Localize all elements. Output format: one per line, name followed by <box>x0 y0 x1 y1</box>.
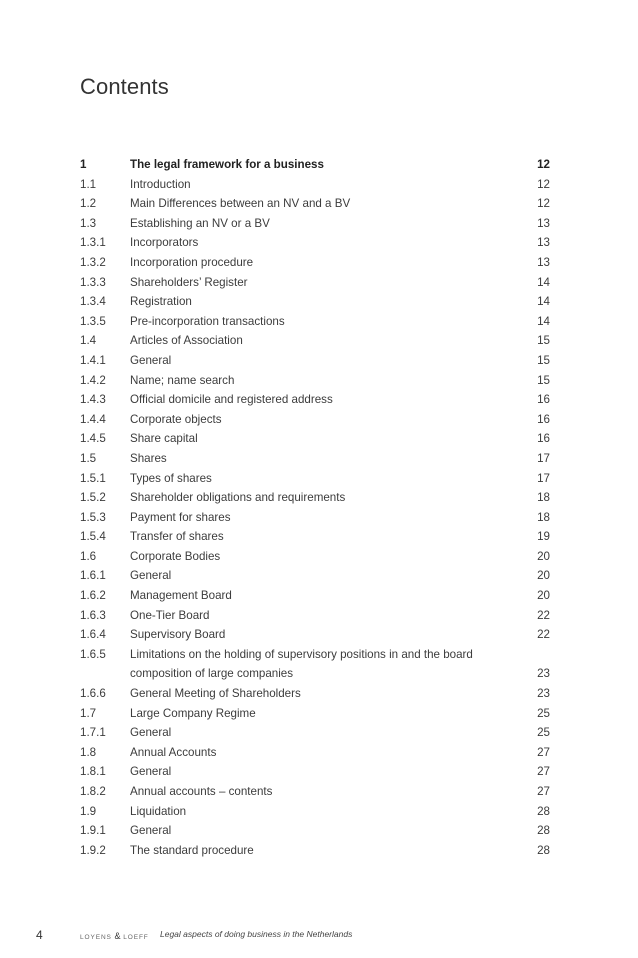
toc-entry[interactable] <box>80 312 550 332</box>
toc-entry-title: Articles of Association <box>130 334 243 348</box>
toc-entry-title: Annual Accounts <box>130 745 217 759</box>
toc-entry-page: 18 <box>537 510 550 524</box>
toc-entry[interactable] <box>80 508 550 528</box>
toc-entry-number: 1.6 <box>80 549 97 563</box>
toc-entry-page: 22 <box>537 628 550 642</box>
toc-entry[interactable] <box>80 625 550 645</box>
toc-entry-page: 17 <box>537 471 550 485</box>
toc-entry-page: 15 <box>537 334 550 348</box>
toc-entry-title: Transfer of shares <box>130 530 224 544</box>
toc-entry-number: 1.6.3 <box>80 608 106 622</box>
toc-entry-title: Corporate Bodies <box>130 549 221 563</box>
toc-entry-title: Official domicile and registered address <box>130 393 333 407</box>
toc-entry[interactable] <box>80 273 550 293</box>
toc-entry[interactable] <box>80 606 550 626</box>
toc-entry[interactable] <box>80 821 550 841</box>
toc-entry-number: 1.8.2 <box>80 785 106 798</box>
toc-entry[interactable] <box>80 155 550 175</box>
toc-entry-page: 20 <box>537 589 550 603</box>
toc-entry-page: 19 <box>537 530 550 544</box>
toc-entry-page: 27 <box>537 785 550 798</box>
toc-entry-page: 20 <box>537 549 550 563</box>
logo-right-text: LOEFF <box>123 934 149 941</box>
toc-entry-title: Shares <box>130 451 167 465</box>
toc-entry-title: Corporate objects <box>130 412 222 426</box>
toc-entry-title: Incorporation procedure <box>130 255 254 269</box>
toc-entry-number: 1.4.2 <box>80 373 106 387</box>
toc-entry-page: 12 <box>537 197 550 211</box>
toc-entry-page: 18 <box>537 491 550 505</box>
toc-entry-number: 1.5.3 <box>80 510 106 524</box>
toc-entry[interactable] <box>80 527 550 547</box>
toc-entry[interactable] <box>80 547 550 567</box>
toc-entry[interactable] <box>80 175 550 195</box>
toc-entry[interactable] <box>80 704 550 724</box>
toc-entry-page: 23 <box>537 687 550 701</box>
toc-entry-page: 14 <box>537 275 550 289</box>
toc-entry-page: 27 <box>537 745 550 759</box>
toc-entry-number: 1.6.2 <box>80 589 106 603</box>
toc-entry-page: 13 <box>537 236 550 250</box>
page-title: Contents <box>80 74 169 99</box>
toc-entry-number: 1.2 <box>80 197 97 211</box>
toc-entry[interactable] <box>80 292 550 312</box>
toc-entry-number: 1.4.3 <box>80 393 106 407</box>
toc-entry-title: Supervisory Board <box>130 628 226 642</box>
toc-entry-number: 1.3.1 <box>80 236 106 250</box>
toc-entry-number: 1.7.1 <box>80 726 106 740</box>
toc-entry[interactable] <box>80 762 550 782</box>
toc-entry[interactable] <box>80 802 550 822</box>
toc-entry-number: 1.4.1 <box>80 353 106 367</box>
toc-entry-page: 28 <box>537 824 550 838</box>
toc-entry-number: 1.9.1 <box>80 824 106 838</box>
toc-entry-title: Pre-incorporation transactions <box>130 314 285 328</box>
toc-entry-title: Payment for shares <box>130 510 231 524</box>
toc-entry-number: 1.3.4 <box>80 295 106 309</box>
toc-entry[interactable] <box>80 645 550 684</box>
toc-entry-page: 28 <box>537 843 550 857</box>
toc-entry-page: 23 <box>537 667 550 681</box>
toc-entry-page: 16 <box>537 412 550 426</box>
toc-entry-number: 1.6.6 <box>80 687 106 701</box>
toc-entry-title: Shareholders’ Register <box>130 275 248 289</box>
company-logo <box>80 931 149 941</box>
toc-entry-number: 1.3.5 <box>80 314 106 328</box>
toc-entry-title: Share capital <box>130 432 198 446</box>
toc-entry-title: The standard procedure <box>130 843 254 857</box>
table-of-contents <box>80 155 550 860</box>
toc-entry-number: 1.5.2 <box>80 491 106 505</box>
toc-entry-title: Name; name search <box>130 373 235 387</box>
toc-entry[interactable] <box>80 782 550 802</box>
footer-document-title: Legal aspects of doing business in the Netherlands <box>160 929 353 939</box>
toc-entry-page: 25 <box>537 706 550 720</box>
toc-entry-title: Main Differences between an NV and a BV <box>130 197 351 211</box>
toc-entry-title: Shareholder obligations and requirements <box>130 491 346 505</box>
toc-entry-number: 1.6.5 <box>80 647 106 661</box>
toc-entry[interactable] <box>80 410 550 430</box>
logo-ampersand: & <box>114 931 121 941</box>
toc-entry-title: One-Tier Board <box>130 608 210 622</box>
toc-entry-page: 14 <box>537 314 550 328</box>
page-footer <box>0 928 638 944</box>
toc-entry-page: 27 <box>537 765 550 779</box>
toc-entry-number: 1.6.4 <box>80 628 106 642</box>
toc-entry[interactable] <box>80 429 550 449</box>
toc-entry-title: Management Board <box>130 589 232 603</box>
toc-entry[interactable] <box>80 390 550 410</box>
toc-entry-page: 16 <box>537 393 550 407</box>
toc-entry-page: 13 <box>537 216 550 230</box>
toc-entry-title: Introduction <box>130 177 191 191</box>
toc-entry-title: General Meeting of Shareholders <box>130 687 301 701</box>
toc-entry-title: Establishing an NV or a BV <box>130 216 270 230</box>
toc-entry-page: 15 <box>537 373 550 387</box>
toc-entry-page: 12 <box>537 177 550 191</box>
toc-entry[interactable] <box>80 684 550 704</box>
toc-entry-number: 1.4.4 <box>80 412 106 426</box>
toc-entry-number: 1.3.2 <box>80 255 106 269</box>
toc-entry-title: Liquidation <box>130 804 187 818</box>
toc-entry-title: Annual accounts – contents <box>130 785 273 798</box>
toc-entry-number: 1.5 <box>80 451 97 465</box>
toc-entry[interactable] <box>80 586 550 606</box>
toc-entry-number: 1.9 <box>80 804 97 818</box>
toc-entry-page: 14 <box>537 295 550 309</box>
toc-entry-page: 25 <box>537 726 550 740</box>
toc-entry-title: General <box>130 824 172 838</box>
toc-entry[interactable] <box>80 449 550 469</box>
toc-entry-number: 1.4 <box>80 334 97 348</box>
toc-entry[interactable] <box>80 723 550 743</box>
toc-entry[interactable] <box>80 351 550 371</box>
toc-entry-page: 20 <box>537 569 550 583</box>
toc-entry-page: 15 <box>537 353 550 367</box>
toc-entry[interactable] <box>80 331 550 351</box>
toc-entry-title: General <box>130 765 172 779</box>
toc-entry-page: 28 <box>537 804 550 818</box>
toc-entry-number: 1.6.1 <box>80 569 106 583</box>
toc-entry-page: 17 <box>537 451 550 465</box>
toc-entry[interactable] <box>80 841 550 861</box>
toc-entry-title: Registration <box>130 295 192 309</box>
toc-entry-page: 13 <box>537 255 550 269</box>
toc-entry-title: Large Company Regime <box>130 706 256 720</box>
toc-entry-page: 16 <box>537 432 550 446</box>
toc-entry-title: Limitations on the holding of supervisory positions in and the board composition of large companies <box>130 647 473 681</box>
toc-entry-title: Incorporators <box>130 236 199 250</box>
toc-entry-number: 1.3.3 <box>80 275 106 289</box>
toc-entry-number: 1.4.5 <box>80 432 106 446</box>
logo-left-text: LOYENS <box>80 934 112 941</box>
toc-entry[interactable] <box>80 469 550 489</box>
toc-entry-title: General <box>130 726 172 740</box>
toc-entry[interactable] <box>80 743 550 763</box>
toc-entry-number: 1.8 <box>80 745 97 759</box>
toc-entry-number: 1.7 <box>80 706 97 720</box>
toc-entry-title: The legal framework for a business <box>130 158 324 171</box>
toc-entry[interactable] <box>80 214 550 234</box>
toc-entry-page: 12 <box>537 158 550 171</box>
toc-entry-number: 1.9.2 <box>80 843 106 857</box>
toc-entry-number: 1 <box>80 158 87 171</box>
toc-entry-title: General <box>130 353 172 367</box>
toc-entry[interactable] <box>80 253 550 273</box>
footer-page-number: 4 <box>36 928 43 942</box>
toc-entry-number: 1.1 <box>80 177 97 191</box>
toc-entry-number: 1.5.1 <box>80 471 106 485</box>
toc-entry[interactable] <box>80 371 550 391</box>
toc-entry-number: 1.5.4 <box>80 530 106 544</box>
toc-entry-title: Types of shares <box>130 471 212 485</box>
toc-entry-page: 22 <box>537 608 550 622</box>
toc-entry[interactable] <box>80 233 550 253</box>
toc-entry[interactable] <box>80 566 550 586</box>
toc-entry[interactable] <box>80 194 550 214</box>
toc-entry-number: 1.8.1 <box>80 765 106 779</box>
toc-entry-number: 1.3 <box>80 216 97 230</box>
toc-entry[interactable] <box>80 488 550 508</box>
toc-entry-title: General <box>130 569 172 583</box>
